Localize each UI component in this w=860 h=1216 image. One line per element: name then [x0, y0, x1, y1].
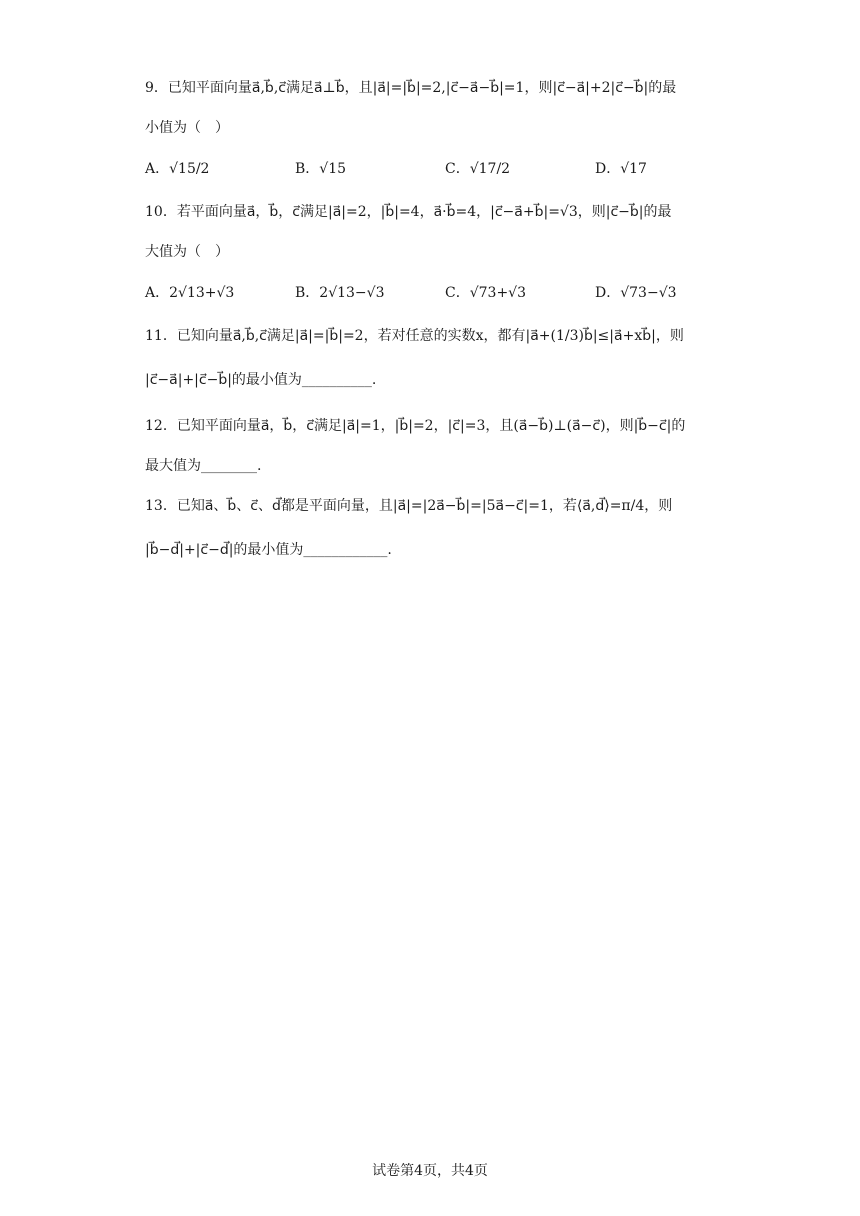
- problem-9-line-1: 9．已知平面向量a⃗,b⃗,c⃗满足a⃗⊥b⃗，且|a⃗|=|b⃗|=2,|c⃗−a⃗−b⃗|=1，则|c⃗−a⃗|+2|c⃗−b⃗|的最: [145, 80, 677, 96]
- problem-9-choice-c: C．√17/2: [445, 161, 511, 177]
- problem-10-choice-b: B．2√13−√3: [295, 285, 385, 301]
- problem-9-choice-d: D．√17: [595, 161, 647, 177]
- problem-9-choice-b: B．√15: [295, 161, 347, 177]
- problem-9-line-2: 小值为（ ）: [145, 120, 229, 136]
- problem-13-line-1: 13．已知a⃗、b⃗、c⃗、d⃗都是平面向量，且|a⃗|=|2a⃗−b⃗|=|5a⃗−c⃗|=1，若⟨a⃗,d⃗⟩=π/4，则: [145, 498, 673, 514]
- problem-10-line-1: 10．若平面向量a⃗，b⃗，c⃗满足|a⃗|=2，|b⃗|=4，a⃗·b⃗=4，|c⃗−a⃗+b⃗|=√3，则|c⃗−b⃗|的最: [145, 204, 672, 220]
- problem-11-line-1: 11．已知向量a⃗,b⃗,c⃗满足|a⃗|=|b⃗|=2，若对任意的实数x，都有|a⃗+(1/3)b⃗|≤|a⃗+xb⃗|，则: [145, 328, 684, 344]
- problem-12-line-2: 最大值为________.: [145, 458, 262, 474]
- problem-10-choice-c: C．√73+√3: [445, 285, 527, 301]
- problem-11-line-2: |c⃗−a⃗|+|c⃗−b⃗|的最小值为__________.: [145, 372, 377, 388]
- page-footer: 试卷第4页，共4页: [372, 1163, 488, 1179]
- problem-10-choice-d: D．√73−√3: [595, 285, 677, 301]
- problem-10-choice-a: A．2√13+√3: [145, 285, 235, 301]
- problem-13-line-2: |b⃗−d⃗|+|c⃗−d⃗|的最小值为____________.: [145, 542, 392, 558]
- problem-9-choice-a: A．√15/2: [145, 161, 210, 177]
- problem-12-line-1: 12．已知平面向量a⃗，b⃗，c⃗满足|a⃗|=1，|b⃗|=2，|c⃗|=3，且(a⃗−b⃗)⊥(a⃗−c⃗)，则|b⃗−c⃗|的: [145, 418, 686, 434]
- problem-10-line-2: 大值为（ ）: [145, 244, 229, 260]
